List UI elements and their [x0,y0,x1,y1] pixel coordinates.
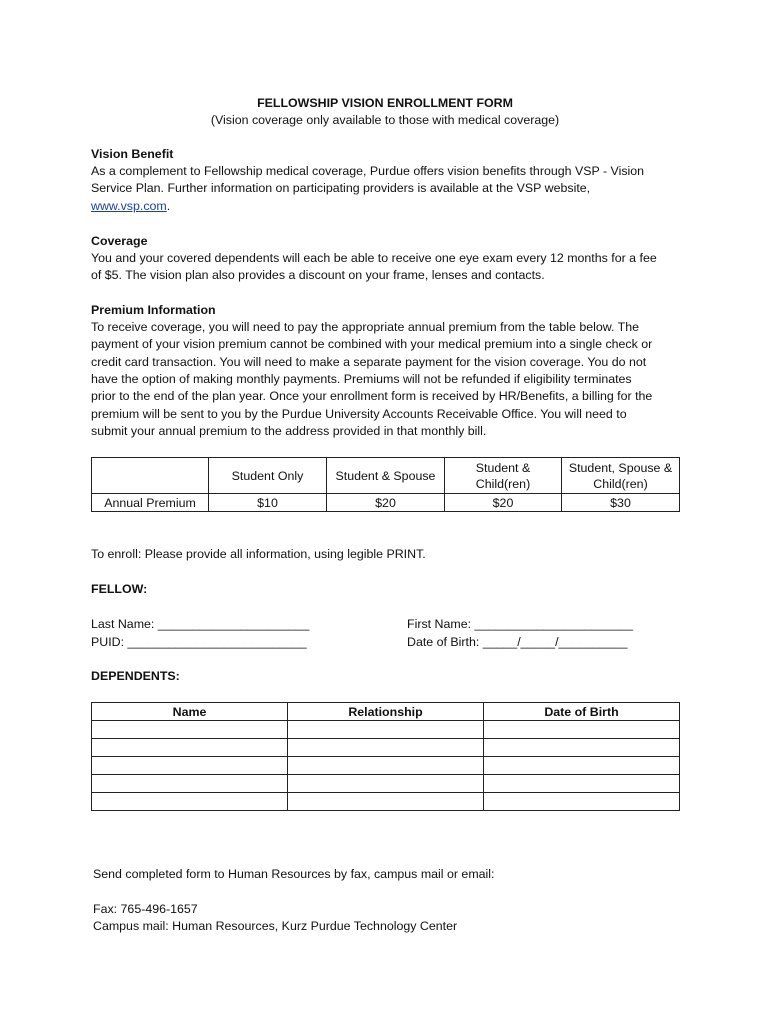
premium-value-cell: $20 [445,494,562,512]
dependents-header-row [92,703,680,721]
campus-mail-address: Campus mail: Human Resources, Kurz Purdue Technology Center [93,919,458,933]
dependents-header-name: Name [92,703,288,721]
vision-benefit-heading: Vision Benefit [91,147,174,161]
dependent-row [92,739,680,757]
premium-info-line: prior to the end of the plan year. Once your enrollment form is received by HR/Benefits, a billing for the [91,389,653,403]
dependent-relationship-cell[interactable] [288,721,484,739]
premium-info-line: payment of your vision premium cannot be combined with your medical premium into a single check or [91,337,653,351]
dependents-header-dob: Date of Birth [484,703,680,721]
premium-info-line: submit your annual premium to the address provided in that monthly bill. [91,424,487,438]
premium-info-line: premium will be sent to you by the Purdue University Accounts Receivable Office. You will need to [91,407,627,421]
vision-benefit-line: As a complement to Fellowship medical coverage, Purdue offers vision benefits through VSP - Vision [91,164,645,178]
premium-value-cell: $10 [209,494,327,512]
coverage-line: of $5. The vision plan also provides a discount on your frame, lenses and contacts. [91,268,545,282]
premium-value-cell: $20 [327,494,445,512]
premium-value-cell: $30 [562,494,680,512]
premium-row-label: Annual Premium [92,494,209,512]
premium-header-cell: Student & Spouse [327,458,445,494]
premium-table [91,457,680,512]
coverage-heading: Coverage [91,234,148,248]
form-subtitle: (Vision coverage only available to those with medical coverage) [210,113,560,127]
dependent-relationship-cell[interactable] [288,775,484,793]
premium-info-heading: Premium Information [91,303,216,317]
last-name-field[interactable]: Last Name: ______________________ [91,617,310,631]
date-of-birth-field[interactable]: Date of Birth: _____/_____/__________ [407,635,628,649]
premium-value-row [92,494,680,512]
premium-info-line: To receive coverage, you will need to pay the appropriate annual premium from the table below. The [91,320,640,334]
dependent-name-cell[interactable] [92,721,288,739]
fax-number: Fax: 765-496-1657 [93,902,198,916]
dependents-heading: DEPENDENTS: [91,669,180,683]
vision-benefit-link-line [91,198,691,215]
dependent-relationship-cell[interactable] [288,757,484,775]
dependent-dob-cell[interactable] [484,757,680,775]
coverage-line: You and your covered dependents will each be able to receive one eye exam every 12 months for a fee [91,251,657,265]
premium-header-cell: Student, Spouse & Child(ren) [562,458,680,494]
dependent-name-cell[interactable] [92,775,288,793]
dependent-row [92,775,680,793]
dependent-row [92,757,680,775]
send-instruction: Send completed form to Human Resources by fax, campus mail or email: [93,867,495,881]
premium-header-row [92,458,680,494]
dependent-name-cell[interactable] [92,757,288,775]
dependent-name-cell[interactable] [92,739,288,757]
puid-field[interactable]: PUID: __________________________ [91,635,307,649]
dependent-dob-cell[interactable] [484,775,680,793]
premium-header-cell [92,458,209,494]
dependent-row [92,721,680,739]
dependent-dob-cell[interactable] [484,793,680,811]
dependent-relationship-cell[interactable] [288,739,484,757]
enroll-instruction: To enroll: Please provide all information, using legible PRINT. [91,547,426,561]
form-title: FELLOWSHIP VISION ENROLLMENT FORM [257,96,513,110]
dependent-relationship-cell[interactable] [288,793,484,811]
dependent-dob-cell[interactable] [484,721,680,739]
vsp-website-link[interactable]: www.vsp.com [91,199,167,213]
dependent-name-cell[interactable] [92,793,288,811]
premium-header-cell: Student Only [209,458,327,494]
fellow-heading: FELLOW: [91,582,148,596]
premium-header-cell: Student & Child(ren) [445,458,562,494]
first-name-field[interactable]: First Name: _______________________ [407,617,633,631]
dependent-row [92,793,680,811]
dependents-header-relationship: Relationship [288,703,484,721]
dependents-table [91,702,680,811]
dependent-dob-cell[interactable] [484,739,680,757]
premium-info-line: have the option of making monthly payments. Premiums will not be refunded if eligibility terminates [91,372,632,386]
premium-info-line: credit card transaction. You will need to make a separate payment for the vision coverage. You do not [91,355,647,369]
vision-benefit-line: Service Plan. Further information on participating providers is available at the VSP website, [91,181,591,195]
link-suffix: . [166,199,171,213]
